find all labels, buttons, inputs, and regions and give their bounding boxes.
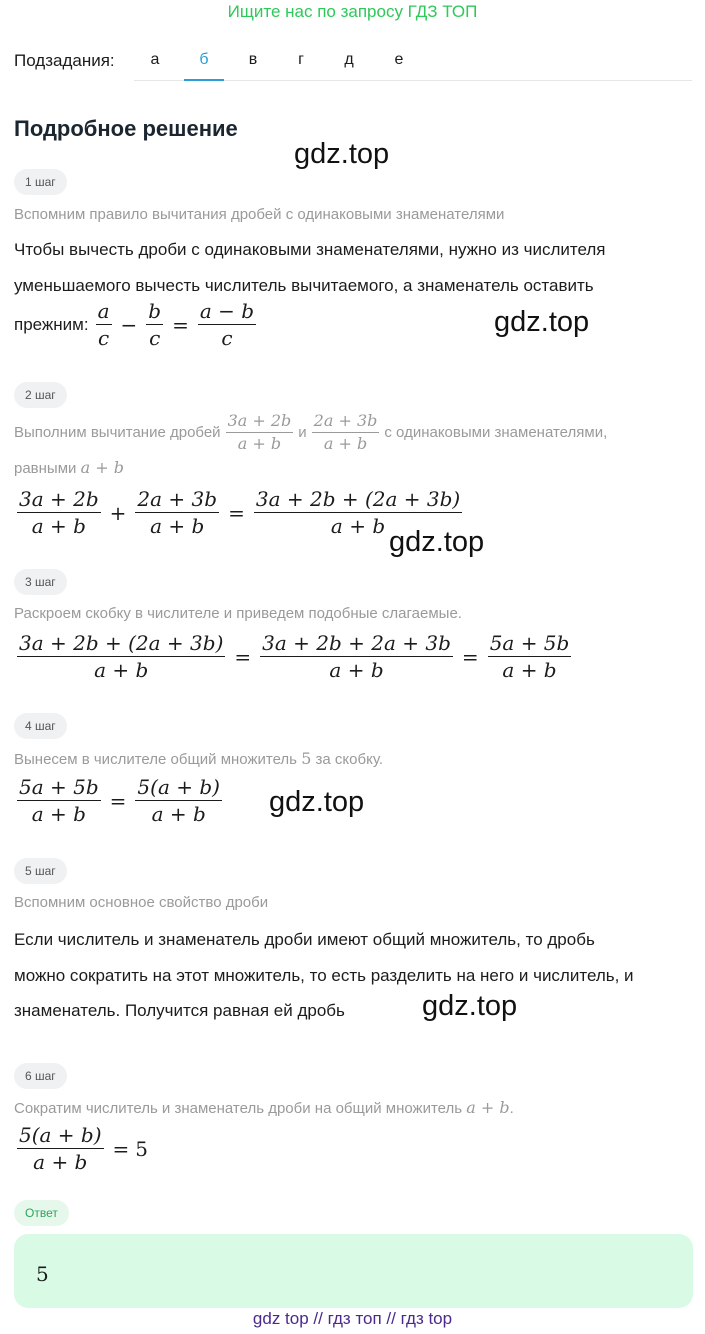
watermark: gdz.top bbox=[294, 138, 390, 170]
tab-b[interactable]: б bbox=[184, 40, 224, 81]
section-title: Подробное решение bbox=[14, 116, 238, 141]
step-badge: 3 шаг bbox=[14, 569, 67, 595]
formula: $\frac{3a + 2b + (2a + 3b)}{a + b}$ = $\frac{3a + 2b + 2a + 3b}{a + b}$ = $\frac{5a + 5b}{a + b}$ bbox=[19, 631, 570, 682]
formula: $\frac{3a + 2b}{a + b}$ + $\frac{2a + 3b}{a + b}$ = $\frac{3a + 2b + (2a + 3b)}{a + b}$ bbox=[19, 487, 461, 538]
step-text-line: Чтобы вычесть дроби с одинаковыми знаменателями, нужно из числителя bbox=[14, 240, 606, 259]
step-text-line: знаменатель. Получится равная ей дробь bbox=[14, 1001, 345, 1020]
answer-value: 5 bbox=[36, 1262, 49, 1286]
step-text-line: Если числитель и знаменатель дроби имеют общий множитель, то дробь bbox=[14, 930, 595, 949]
step-hint: Вспомним правило вычитания дробей с одинаковыми знаменателями bbox=[14, 206, 505, 223]
step-hint: Вспомним основное свойство дроби bbox=[14, 894, 269, 911]
fraction: $\frac{a}{c}$ bbox=[97, 299, 110, 350]
formula: $\frac{5a + 5b}{a + b}$ = $\frac{5(a + b)}{a + b}$ bbox=[19, 775, 220, 826]
step-hint: равными a + b bbox=[14, 458, 124, 477]
subtasks-label: Подзадания: bbox=[14, 51, 115, 70]
step-badge: 5 шаг bbox=[14, 858, 67, 884]
fraction: $\frac{b}{c}$ bbox=[148, 299, 162, 350]
tab-d[interactable]: д bbox=[344, 51, 354, 68]
subtask-tabs bbox=[134, 40, 692, 81]
step-text-formula: прежним: $\frac{a}{c}$ − $\frac{b}{c}$ = $\frac{a - b}{c}$ bbox=[14, 299, 255, 350]
search-banner: Ищите нас по запросу ГДЗ ТОП bbox=[227, 2, 478, 21]
step-badge: 1 шаг bbox=[14, 169, 67, 195]
step-badge: 2 шаг bbox=[14, 382, 67, 408]
watermark: gdz.top bbox=[494, 306, 590, 338]
watermark: gdz.top bbox=[269, 786, 365, 818]
answer-badge: Ответ bbox=[14, 1200, 69, 1226]
step-text-line: прежним: bbox=[14, 314, 89, 334]
step-hint: Раскроем скобку в числителе и приведем подобные слагаемые. bbox=[14, 605, 462, 622]
tab-e[interactable]: е bbox=[394, 51, 404, 68]
step-hint: Вынесем в числителе общий множитель 5 за скобку. bbox=[14, 749, 383, 768]
step-badge: 6 шаг bbox=[14, 1063, 67, 1089]
step-badge: 4 шаг bbox=[14, 713, 67, 739]
step-hint: Сократим числитель и знаменатель дроби на общий множитель a + b. bbox=[14, 1098, 514, 1117]
step-text-line: можно сократить на этот множитель, то есть разделить на него и числитель, и bbox=[14, 966, 634, 985]
tab-a[interactable]: а bbox=[150, 51, 160, 68]
step-text-line: уменьшаемого вычесть числитель вычитаемого, а знаменатель оставить bbox=[14, 276, 594, 295]
footer-links[interactable]: gdz top // гдз топ // гдз top bbox=[252, 1309, 453, 1328]
formula: $\frac{5(a + b)}{a + b}$ = 5 bbox=[19, 1123, 149, 1174]
tab-v[interactable]: в bbox=[248, 51, 258, 68]
watermark: gdz.top bbox=[422, 990, 518, 1022]
fraction: $\frac{a - b}{c}$ bbox=[199, 299, 255, 350]
step-hint: Выполним вычитание дробей $\frac{3a + 2b}{a + b}$ и $\frac{2a + 3b}{a + b}$ с одинаковыми знаменателями, bbox=[14, 411, 608, 453]
tab-g[interactable]: г bbox=[298, 51, 304, 68]
watermark: gdz.top bbox=[389, 526, 485, 558]
answer-box bbox=[14, 1234, 693, 1308]
